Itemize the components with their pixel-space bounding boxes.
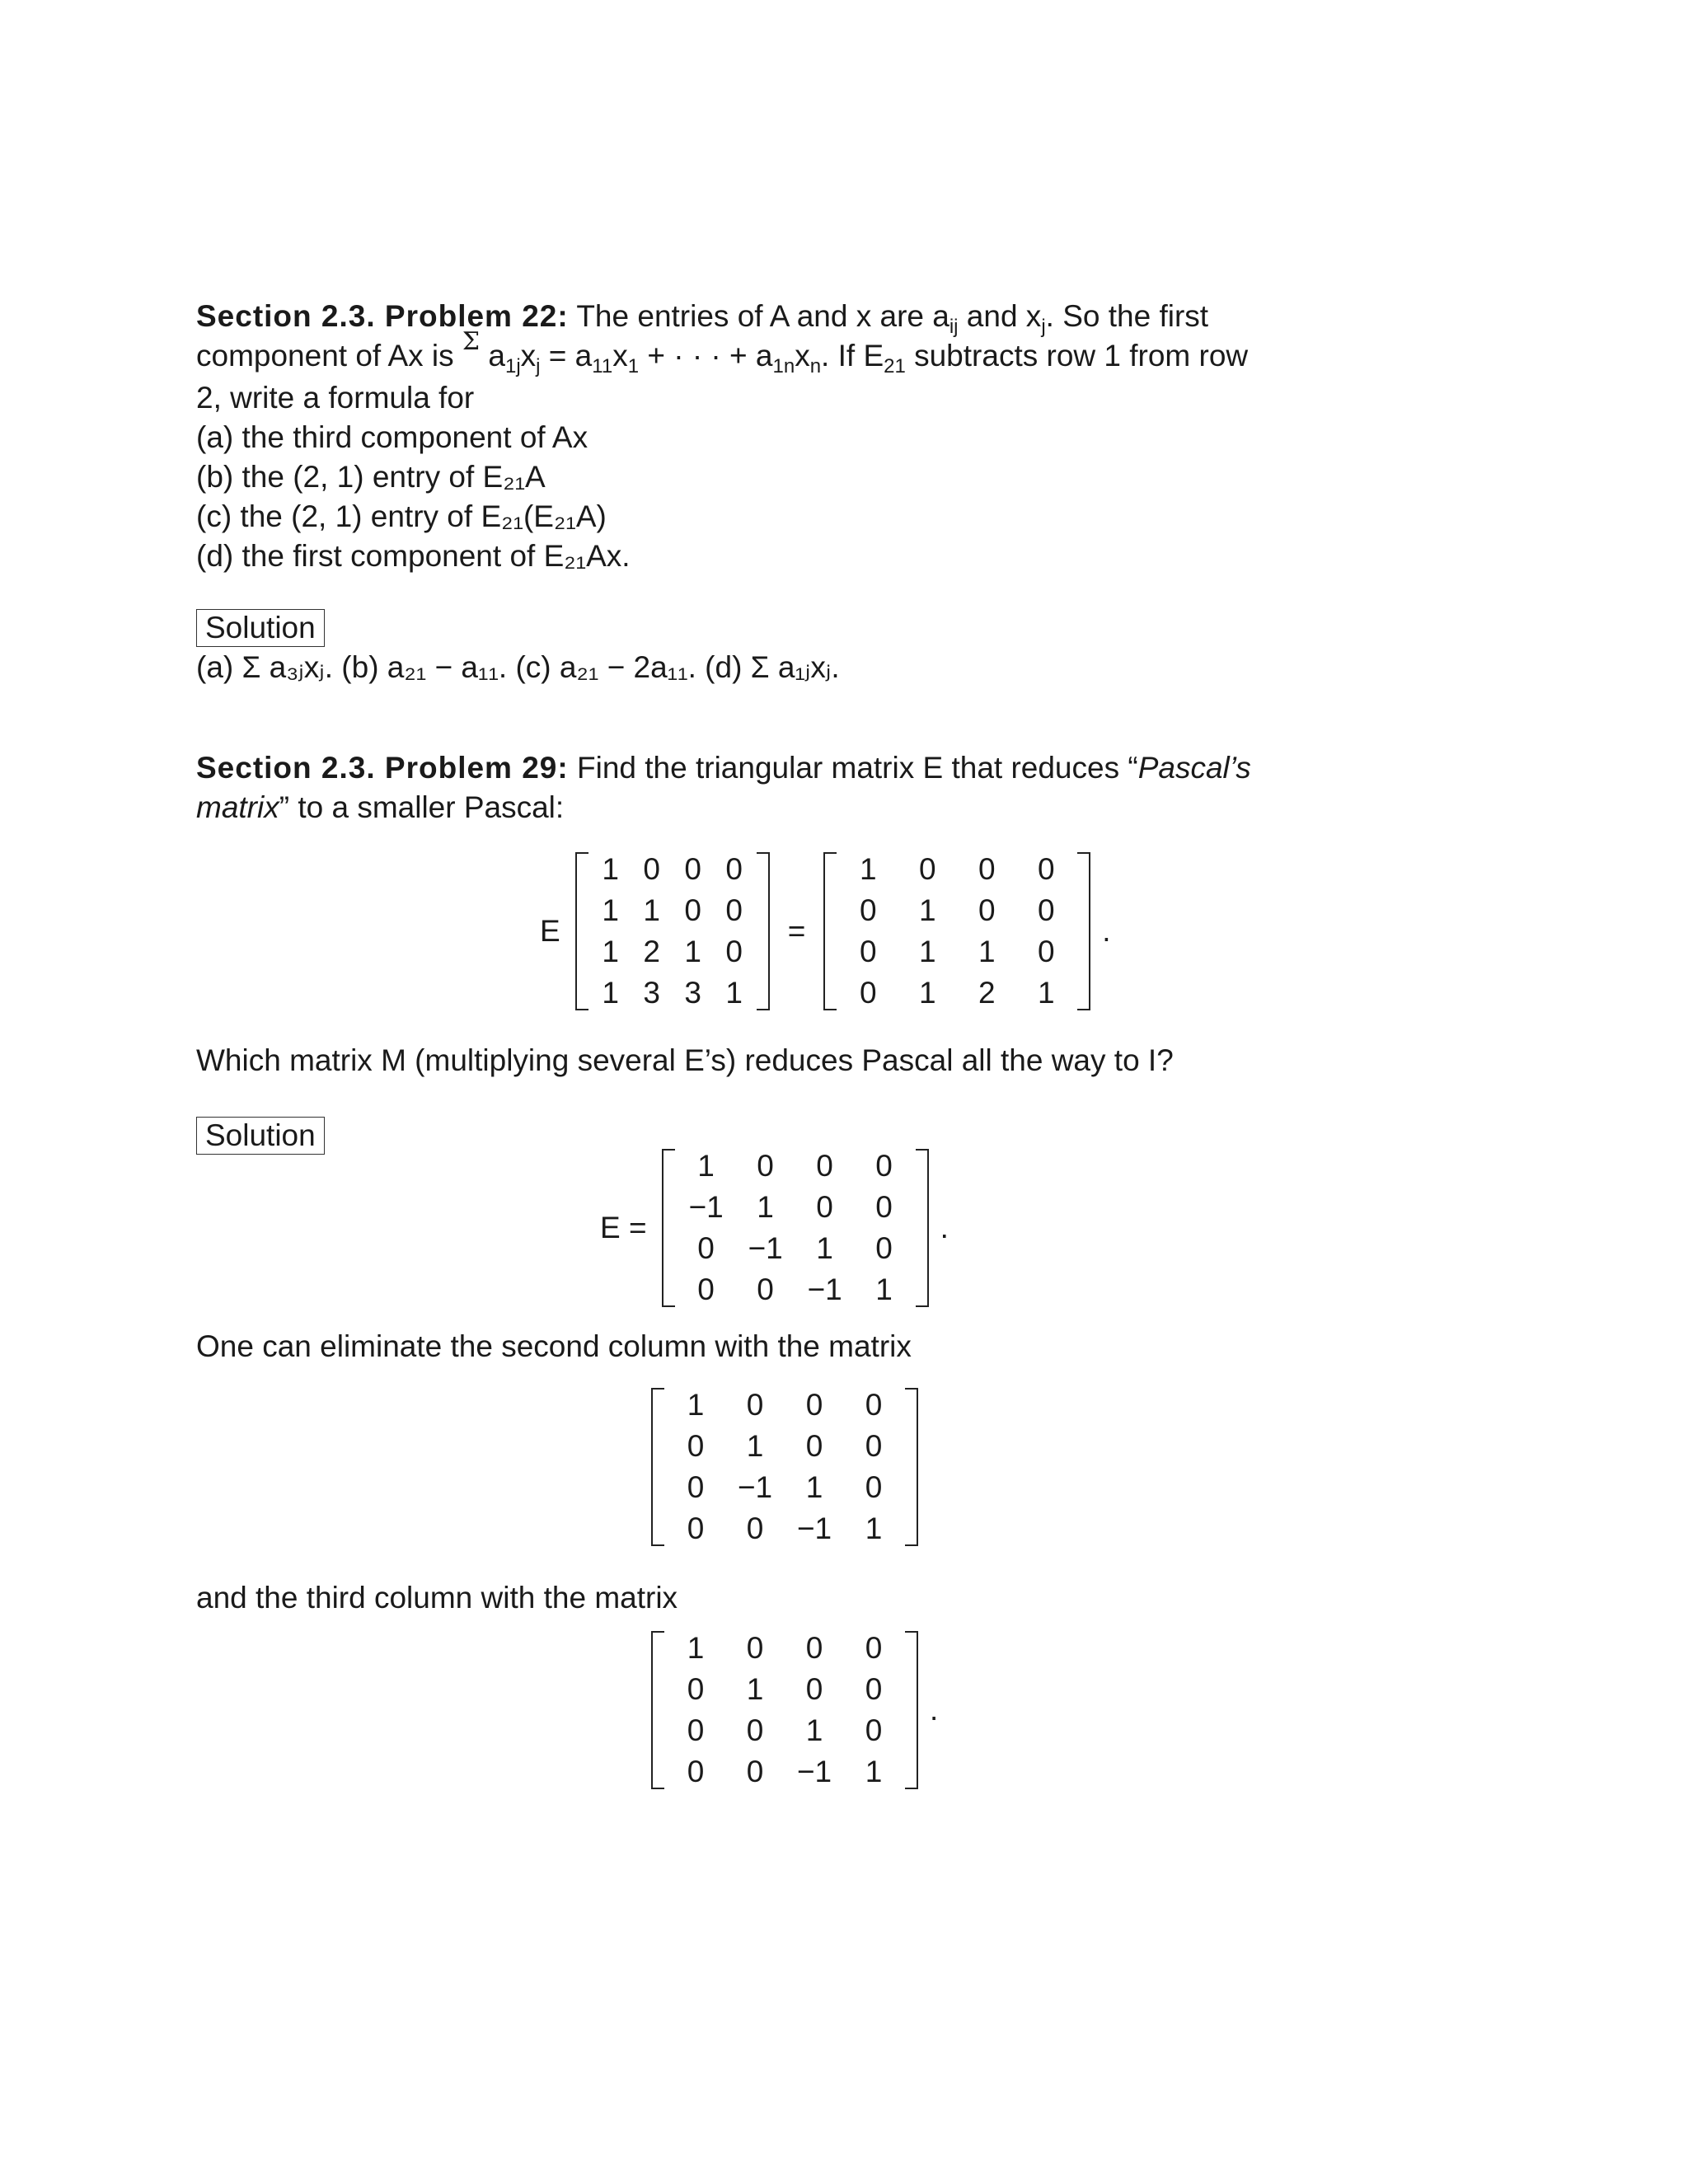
matrix-cell: 1	[687, 1631, 705, 1665]
text: component of Ax is	[196, 339, 462, 373]
matrix-row	[590, 972, 755, 1014]
matrix-cell: 0	[687, 1511, 705, 1545]
matrix-cell: 1	[643, 893, 660, 927]
sub: j	[1041, 316, 1046, 338]
matrix-cell: 0	[697, 1272, 715, 1306]
matrix-cell: 0	[725, 893, 743, 927]
matrix-cell: 0	[1038, 935, 1055, 968]
matrix-cell: 0	[875, 1190, 893, 1224]
matrix-row	[677, 1146, 914, 1187]
matrix-cell: 0	[757, 1149, 774, 1183]
matrix-row	[666, 1508, 903, 1549]
matrix-cell: −1	[796, 1755, 832, 1788]
sigma-symbol: Σ	[462, 327, 481, 356]
text: ” to a smaller Pascal:	[279, 790, 565, 824]
matrix-cell: 1	[746, 1429, 764, 1463]
matrix-cell: 0	[687, 1470, 705, 1504]
text: One can eliminate the second column with the matrix	[196, 1329, 912, 1363]
second-column-matrix-row	[651, 1385, 918, 1549]
text: and the third column with the matrix	[196, 1581, 678, 1615]
matrix-cell: −1	[796, 1511, 832, 1545]
matrix-cell: 1	[919, 935, 936, 968]
matrix-cell: −1	[807, 1272, 842, 1306]
item-c: (c) the (2, 1) entry of E₂₁(E₂₁A)	[196, 499, 607, 533]
sub: n	[809, 355, 822, 377]
text: + · · · + a	[639, 339, 773, 373]
e-equation	[600, 1146, 949, 1310]
text: . If E	[821, 339, 884, 373]
matrix-cell: 0	[805, 1672, 823, 1706]
matrix-cell: 0	[865, 1470, 883, 1504]
matrix-cell: 1	[725, 976, 743, 1010]
matrix-cell: 0	[746, 1631, 764, 1665]
problem-29-heading: Section 2.3. Problem 29:	[196, 751, 569, 785]
matrix-cell: 0	[865, 1631, 883, 1665]
problem-22-block	[196, 297, 1383, 576]
text: x	[520, 339, 537, 373]
sub: 1n	[772, 355, 795, 377]
matrix-cell: 0	[875, 1231, 893, 1265]
matrix-row	[677, 1228, 914, 1269]
solution-text: (a) Σ a₃ⱼxⱼ. (b) a₂₁ − a₁₁. (c) a₂₁ − 2a₁₁. (d) Σ a₁ⱼxⱼ.	[196, 650, 840, 684]
matrix-cell: 1	[697, 1149, 715, 1183]
problem-22-heading: Section 2.3. Problem 22:	[196, 299, 569, 333]
text: Pascal’s	[1137, 751, 1251, 785]
matrix-cell: 2	[978, 976, 996, 1010]
matrix-row	[838, 890, 1076, 931]
third-column-text	[196, 1578, 1383, 1618]
period: .	[930, 1693, 939, 1727]
matrix-row	[666, 1426, 903, 1467]
text: . So the first	[1045, 299, 1209, 333]
matrix-cell: 0	[725, 935, 743, 968]
matrix-cell: 0	[805, 1388, 823, 1422]
matrix-cell: 1	[860, 852, 877, 886]
text: matrix	[196, 790, 279, 824]
matrix-cell: 0	[805, 1429, 823, 1463]
matrix-cell: 0	[860, 935, 877, 968]
matrix-cell: 0	[860, 893, 877, 927]
matrix-cell: 1	[816, 1231, 833, 1265]
period: .	[1102, 914, 1111, 948]
third-column-matrix-row	[651, 1628, 938, 1793]
text: subtracts row 1 from row	[905, 339, 1249, 373]
matrix-row	[666, 1710, 903, 1751]
matrix-cell: 0	[860, 976, 877, 1010]
matrix-cell: 3	[643, 976, 660, 1010]
matrix-cell: 1	[919, 976, 936, 1010]
matrix-cell: 1	[1038, 976, 1055, 1010]
matrix-cell: 3	[684, 976, 701, 1010]
matrix-row	[838, 972, 1076, 1014]
matrix-cell: 1	[875, 1272, 893, 1306]
matrix-cell: 0	[805, 1631, 823, 1665]
third-column-matrix	[651, 1628, 918, 1793]
item-b: (b) the (2, 1) entry of E₂₁A	[196, 460, 546, 494]
matrix-row	[666, 1467, 903, 1508]
text: and x	[958, 299, 1042, 333]
matrix-cell: 0	[865, 1713, 883, 1747]
matrix-cell: 0	[865, 1672, 883, 1706]
matrix-cell: 1	[978, 935, 996, 968]
text: a	[480, 339, 505, 373]
matrix-cell: 0	[757, 1272, 774, 1306]
matrix-cell: 1	[602, 935, 619, 968]
equals-sign: =	[787, 914, 806, 948]
matrix-cell: 0	[865, 1429, 883, 1463]
second-column-text	[196, 1327, 1383, 1366]
matrix-cell: 0	[725, 852, 743, 886]
matrix-row	[838, 931, 1076, 972]
matrix-cell: 1	[602, 893, 619, 927]
problem-22-line-1	[196, 297, 1383, 336]
matrix-cell: 0	[1038, 852, 1055, 886]
problem-29-question	[196, 1041, 1383, 1080]
text: x	[612, 339, 628, 373]
matrix-cell: 0	[746, 1388, 764, 1422]
matrix-row	[590, 890, 755, 931]
text: Find the triangular matrix E that reduces “	[568, 751, 1138, 785]
matrix-cell: 0	[978, 893, 996, 927]
matrix-cell: 1	[602, 976, 619, 1010]
matrix-row	[666, 1628, 903, 1669]
matrix-cell: 1	[805, 1713, 823, 1747]
e-matrix	[662, 1146, 929, 1310]
matrix-cell: 1	[602, 852, 619, 886]
sub: 1	[627, 355, 640, 377]
matrix-cell: 0	[816, 1149, 833, 1183]
matrix-cell: 0	[687, 1672, 705, 1706]
text: x	[795, 339, 810, 373]
sub: 11	[592, 355, 613, 377]
matrix-cell: 1	[865, 1755, 883, 1788]
second-column-matrix	[651, 1385, 918, 1549]
smaller-pascal-matrix	[823, 849, 1090, 1014]
matrix-row	[677, 1187, 914, 1228]
matrix-row	[666, 1669, 903, 1710]
matrix-row	[677, 1269, 914, 1310]
sub: ij	[949, 316, 959, 338]
sub: 1j	[504, 355, 521, 377]
matrix-cell: 0	[697, 1231, 715, 1265]
question-text: Which matrix M (multiplying several E’s) reduces Pascal all the way to I?	[196, 1043, 1174, 1077]
solution-label: Solution	[196, 609, 325, 647]
matrix-cell: 0	[919, 852, 936, 886]
sub: 21	[884, 355, 906, 377]
matrix-row	[590, 849, 755, 890]
matrix-cell: 0	[875, 1149, 893, 1183]
item-a: (a) the third component of Ax	[196, 420, 588, 454]
matrix-cell: 1	[805, 1470, 823, 1504]
e-label: E =	[600, 1211, 647, 1244]
matrix-row	[666, 1751, 903, 1793]
matrix-cell: 0	[684, 852, 701, 886]
matrix-cell: 1	[746, 1672, 764, 1706]
matrix-cell: 0	[746, 1755, 764, 1788]
matrix-cell: 1	[865, 1511, 883, 1545]
problem-29-line-1	[196, 748, 1383, 788]
matrix-cell: 0	[687, 1429, 705, 1463]
matrix-cell: 1	[757, 1190, 774, 1224]
text: = a	[540, 339, 593, 373]
text: The entries of A and x are a	[568, 299, 950, 333]
matrix-row	[590, 931, 755, 972]
matrix-cell: −1	[737, 1470, 773, 1504]
problem-22-line-3: 2, write a formula for	[196, 381, 475, 415]
sub: j	[536, 355, 541, 377]
matrix-cell: −1	[748, 1231, 783, 1265]
problem-29-line-2	[196, 788, 1383, 827]
matrix-cell: 0	[687, 1713, 705, 1747]
matrix-cell: 1	[687, 1388, 705, 1422]
item-d: (d) the first component of E₂₁Ax.	[196, 539, 631, 573]
matrix-cell: 0	[746, 1511, 764, 1545]
problem-22-solution	[196, 608, 1383, 687]
matrix-cell: −1	[688, 1190, 724, 1224]
matrix-row	[838, 849, 1076, 890]
e-label: E	[540, 914, 560, 948]
matrix-cell: 1	[684, 935, 701, 968]
matrix-cell: 0	[643, 852, 660, 886]
problem-29-block	[196, 748, 1383, 827]
matrix-cell: 1	[919, 893, 936, 927]
matrix-row	[666, 1385, 903, 1426]
matrix-cell: 0	[816, 1190, 833, 1224]
matrix-cell: 0	[865, 1388, 883, 1422]
pascal-equation	[540, 849, 1111, 1014]
matrix-cell: 0	[1038, 893, 1055, 927]
matrix-cell: 0	[684, 893, 701, 927]
matrix-cell: 2	[643, 935, 660, 968]
matrix-cell: 0	[746, 1713, 764, 1747]
matrix-cell: 0	[978, 852, 996, 886]
matrix-cell: 0	[687, 1755, 705, 1788]
solution-label: Solution	[196, 1117, 325, 1155]
period: .	[940, 1211, 949, 1244]
pascal-matrix-4x4	[575, 849, 770, 1014]
